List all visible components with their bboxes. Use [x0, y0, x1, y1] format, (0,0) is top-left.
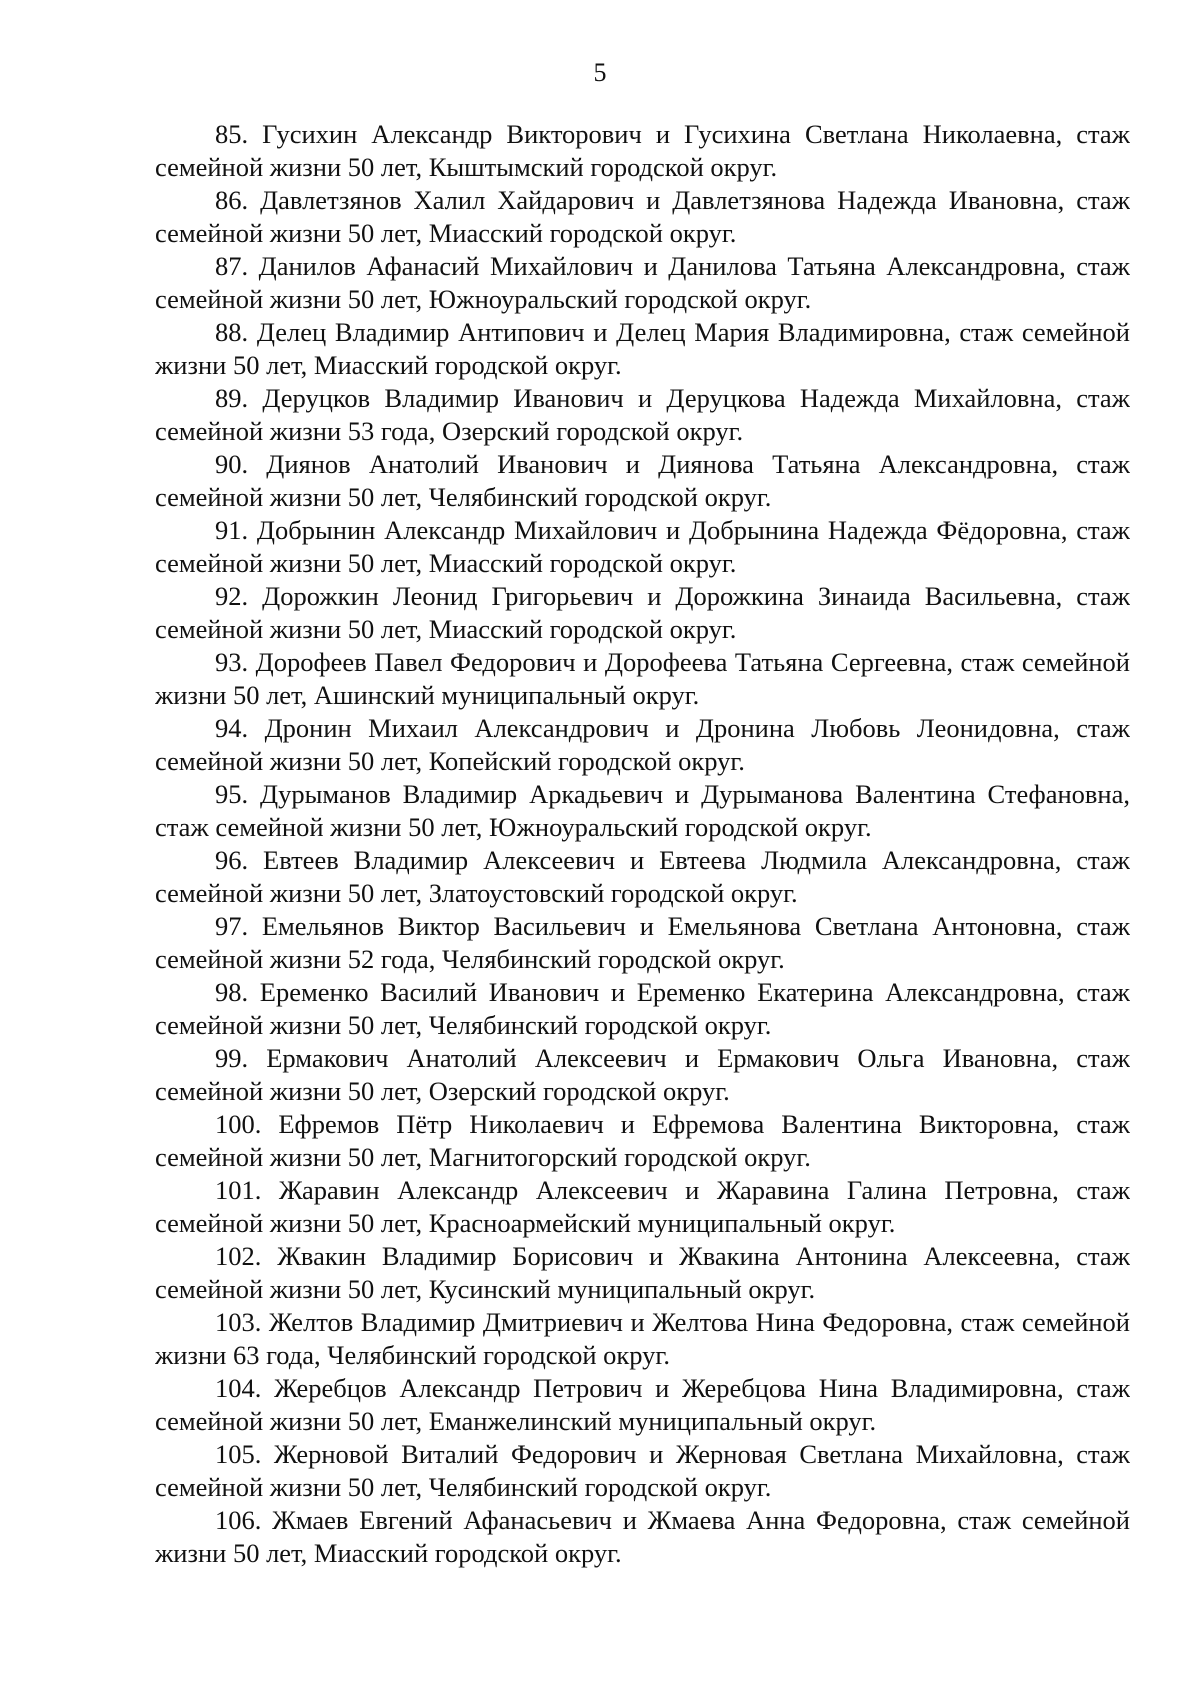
- list-item: 88. Делец Владимир Антипович и Делец Мария Владимировна, стаж семейной жизни 50 лет, Миасский городской округ.: [155, 317, 1130, 380]
- list-item: 85. Гусихин Александр Викторович и Гусихина Светлана Николаевна, стаж семейной жизни 50 лет, Кыштымский городской округ.: [155, 119, 1130, 182]
- list-item: 87. Данилов Афанасий Михайлович и Данилова Татьяна Александровна, стаж семейной жизни 50 лет, Южноуральский городской округ.: [155, 251, 1130, 314]
- list-item: 93. Дорофеев Павел Федорович и Дорофеева Татьяна Сергеевна, стаж семейной жизни 50 лет, Ашинский муниципальный округ.: [155, 647, 1130, 710]
- list-item: 104. Жеребцов Александр Петрович и Жеребцова Нина Владимировна, стаж семейной жизни 50 лет, Еманжелинский муниципальный округ.: [155, 1373, 1130, 1436]
- list-item: 86. Давлетзянов Халил Хайдарович и Давлетзянова Надежда Ивановна, стаж семейной жизни 50 лет, Миасский городской округ.: [155, 185, 1130, 248]
- list-item: 95. Дурыманов Владимир Аркадьевич и Дурыманова Валентина Стефановна, стаж семейной жизни 50 лет, Южноуральский городской округ.: [155, 779, 1130, 842]
- entry-list: [155, 118, 1130, 1570]
- list-item: 105. Жерновой Виталий Федорович и Жерновая Светлана Михайловна, стаж семейной жизни 50 лет, Челябинский городской округ.: [155, 1439, 1130, 1502]
- list-item: 91. Добрынин Александр Михайлович и Добрынина Надежда Фёдоровна, стаж семейной жизни 50 лет, Миасский городской округ.: [155, 515, 1130, 578]
- list-item: 100. Ефремов Пётр Николаевич и Ефремова Валентина Викторовна, стаж семейной жизни 50 лет, Магнитогорский городской округ.: [155, 1109, 1130, 1172]
- list-item: 103. Желтов Владимир Дмитриевич и Желтова Нина Федоровна, стаж семейной жизни 63 года, Челябинский городской округ.: [155, 1307, 1130, 1370]
- list-item: 101. Жаравин Александр Алексеевич и Жаравина Галина Петровна, стаж семейной жизни 50 лет, Красноармейский муниципальный округ.: [155, 1175, 1130, 1238]
- list-item: 97. Емельянов Виктор Васильевич и Емельянова Светлана Антоновна, стаж семейной жизни 52 года, Челябинский городской округ.: [155, 911, 1130, 974]
- list-item: 92. Дорожкин Леонид Григорьевич и Дорожкина Зинаида Васильевна, стаж семейной жизни 50 лет, Миасский городской округ.: [155, 581, 1130, 644]
- page-number: 5: [593, 58, 607, 87]
- list-item: 98. Еременко Василий Иванович и Еременко Екатерина Александровна, стаж семейной жизни 50 лет, Челябинский городской округ.: [155, 977, 1130, 1040]
- list-item: 102. Жвакин Владимир Борисович и Жвакина Антонина Алексеевна, стаж семейной жизни 50 лет, Кусинский муниципальный округ.: [155, 1241, 1130, 1304]
- list-item: 106. Жмаев Евгений Афанасьевич и Жмаева Анна Федоровна, стаж семейной жизни 50 лет, Миасский городской округ.: [155, 1505, 1130, 1568]
- list-item: 90. Диянов Анатолий Иванович и Диянова Татьяна Александровна, стаж семейной жизни 50 лет, Челябинский городской округ.: [155, 449, 1130, 512]
- list-item: 89. Деруцков Владимир Иванович и Деруцкова Надежда Михайловна, стаж семейной жизни 53 года, Озерский городской округ.: [155, 383, 1130, 446]
- list-item: 99. Ермакович Анатолий Алексеевич и Ермакович Ольга Ивановна, стаж семейной жизни 50 лет, Озерский городской округ.: [155, 1043, 1130, 1106]
- list-item: 94. Дронин Михаил Александрович и Дронина Любовь Леонидовна, стаж семейной жизни 50 лет, Копейский городской округ.: [155, 713, 1130, 776]
- list-item: 96. Евтеев Владимир Алексеевич и Евтеева Людмила Александровна, стаж семейной жизни 50 лет, Златоустовский городской округ.: [155, 845, 1130, 908]
